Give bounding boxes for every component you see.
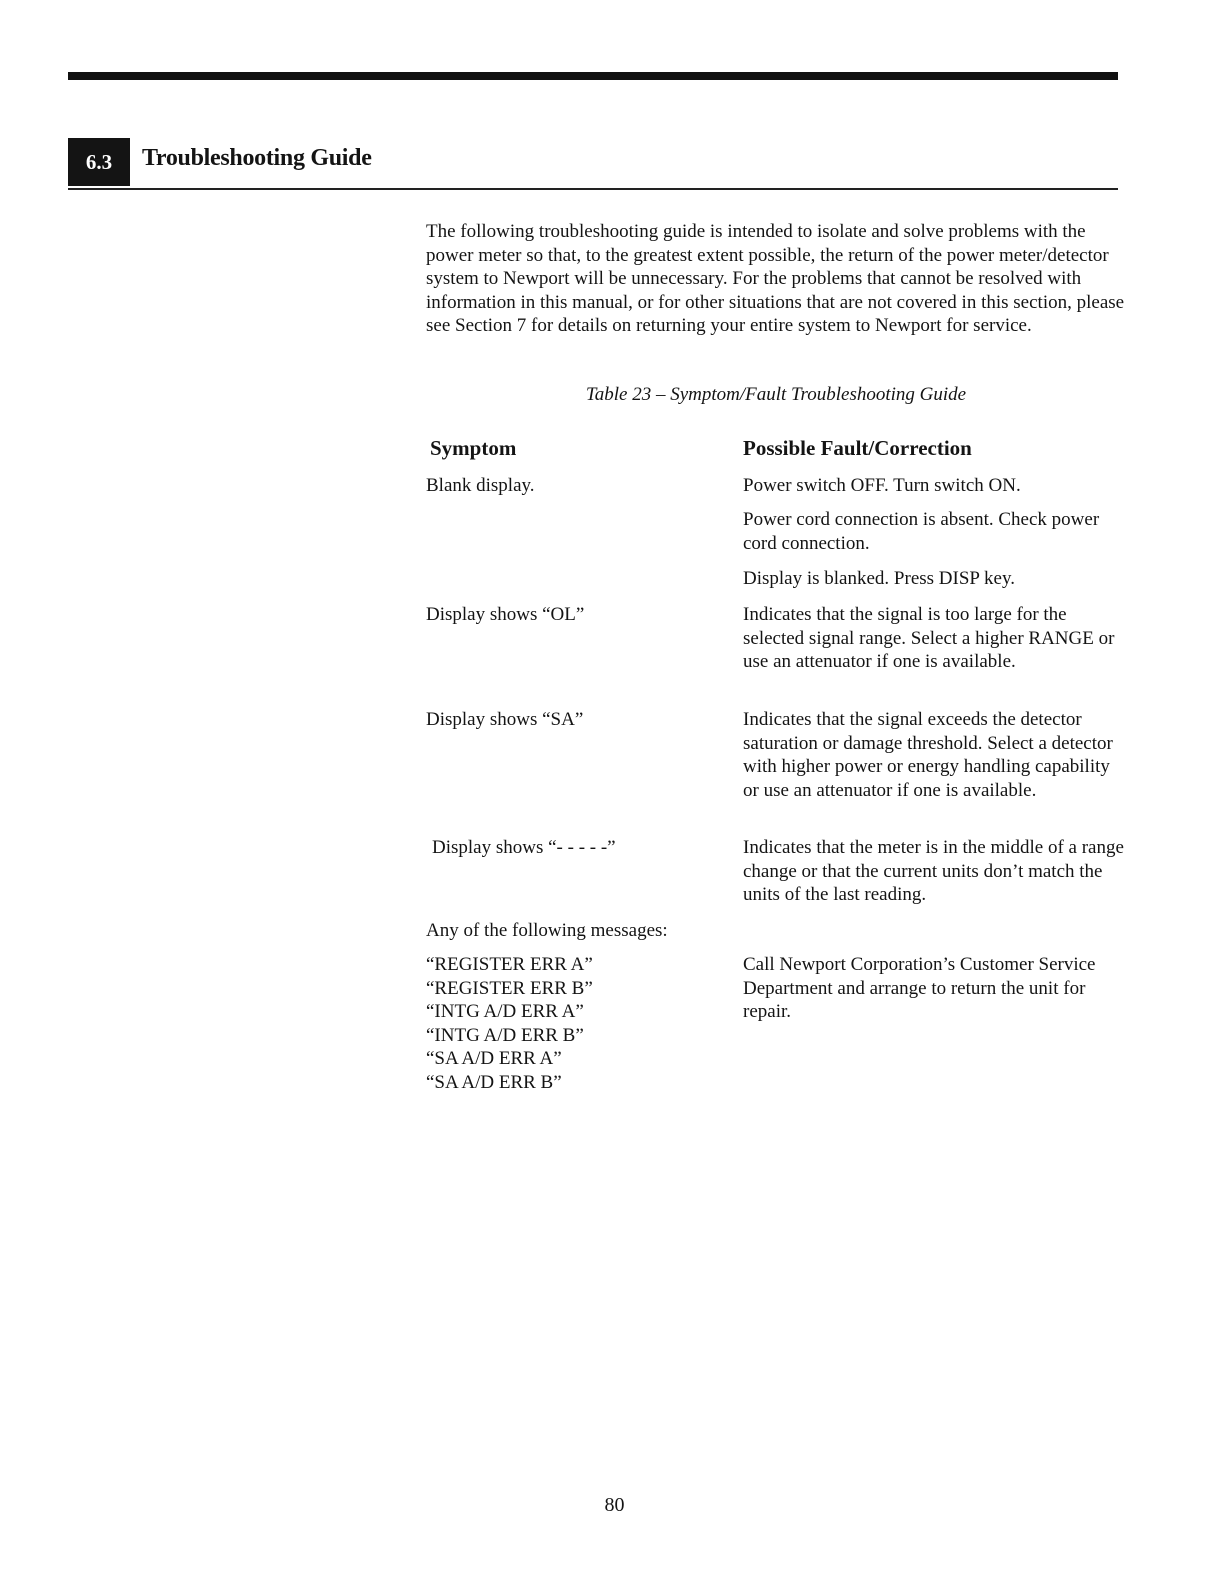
fault-column-header: Possible Fault/Correction <box>743 436 972 460</box>
fault-cell: Power cord connection is absent. Check power cord connection. <box>743 509 1100 554</box>
error-message: “SA A/D ERR A” <box>426 1048 562 1070</box>
messages-intro: Any of the following messages: <box>426 920 668 941</box>
error-message: “REGISTER ERR A” <box>426 954 593 975</box>
messages-fault-cell: Call Newport Corporation’s Customer Service Department and arrange to return the unit for repair. <box>743 954 1096 1023</box>
error-message: “REGISTER ERR B” <box>426 977 593 999</box>
symptom-column-header: Symptom <box>430 436 517 460</box>
page-number: 80 <box>604 1494 625 1516</box>
fault-cell: Indicates that the meter is in the middle of a range change or that the current units don’t match the units of the last reading. <box>743 837 1124 906</box>
fault-cell: Indicates that the signal is too large for the selected signal range. Select a higher RANGE or use an attenuator if one is available. <box>743 604 1115 673</box>
fault-cell: Power switch OFF. Turn switch ON. <box>743 475 1021 496</box>
fault-cell: Indicates that the signal exceeds the detector saturation or damage threshold. Select a detector with higher power or energy handling capability or use an attenuator if one is available. <box>743 709 1113 801</box>
table-caption: Table 23 – Symptom/Fault Troubleshooting Guide <box>585 384 967 405</box>
fault-cell: Display is blanked. Press DISP key. <box>743 568 1015 589</box>
section-number-badge: 6.3 <box>68 138 130 186</box>
symptom-cell: Display shows “- - - - -” <box>432 837 616 858</box>
error-message-list <box>426 953 593 1095</box>
error-message: “INTG A/D ERR B” <box>426 1024 584 1046</box>
error-message: “INTG A/D ERR A” <box>426 1001 584 1023</box>
symptom-cell: Display shows “SA” <box>426 709 584 730</box>
symptom-cell: Display shows “OL” <box>426 604 585 625</box>
error-message: “SA A/D ERR B” <box>426 1071 562 1093</box>
section-title: Troubleshooting Guide <box>142 145 372 171</box>
section-header <box>68 138 1118 190</box>
symptom-cell: Blank display. <box>426 475 535 496</box>
top-rule <box>68 72 1118 80</box>
intro-paragraph: The following troubleshooting guide is intended to isolate and solve problems with the power meter so that, to the greatest extent possible, the return of the power meter/detector system to Newport will be unnecessary. For the problems that cannot be resolved with information in this manual, or for other situations that are not covered in this section, please see Section 7 for details on returning your entire system to Newport for service. <box>426 221 1125 337</box>
